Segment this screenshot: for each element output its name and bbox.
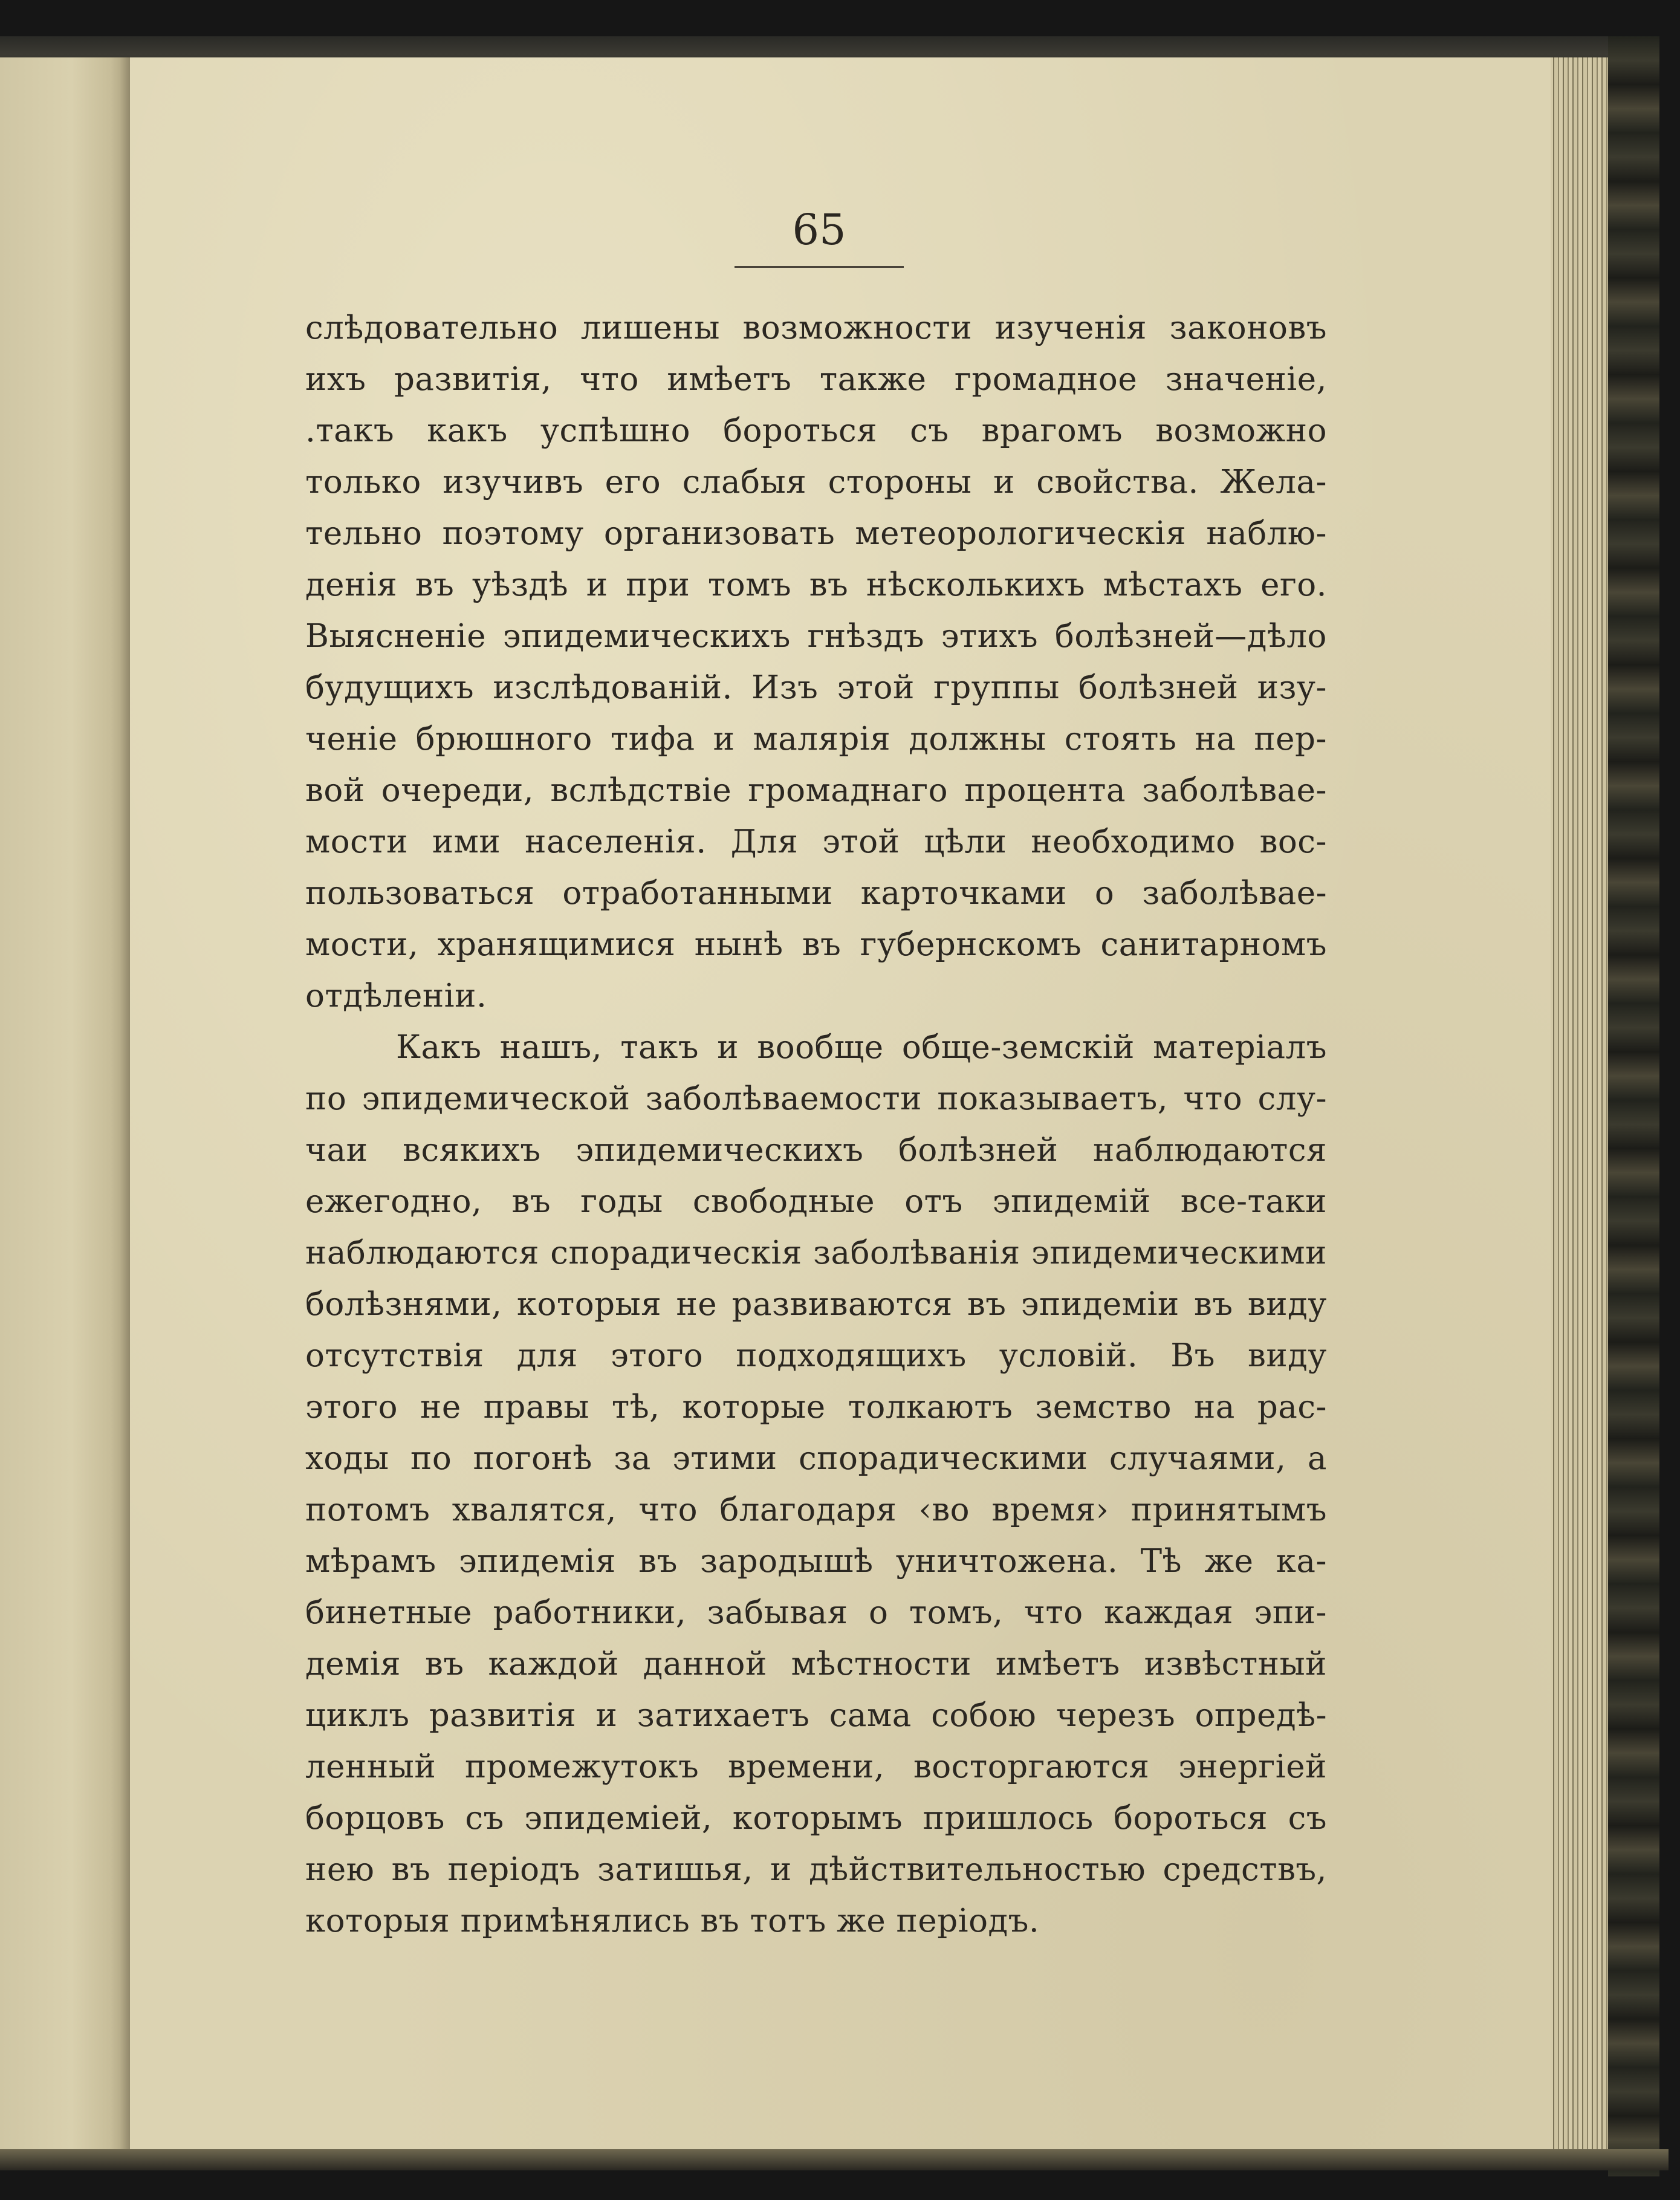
text-line: этого не правы тѣ, которые толкаютъ земство на рас- (305, 1389, 1327, 1426)
text-line: тельно поэтому организовать метеорологическія наблю- (305, 515, 1327, 552)
text-line: мости, хранящимися нынѣ въ губернскомъ санитарномъ (305, 926, 1327, 963)
page-edges-stack (1545, 57, 1617, 2158)
text-line: .такъ какъ успѣшно бороться съ врагомъ возможно (305, 412, 1327, 449)
left-page (0, 57, 134, 2158)
text-line: вой очереди, вслѣдствіе громаднаго процента заболѣвае- (305, 772, 1327, 809)
text-line: слѣдовательно лишены возможности изученія законовъ (305, 310, 1327, 346)
text-line: циклъ развитія и затихаетъ сама собою черезъ опредѣ- (305, 1697, 1327, 1734)
text-line: чаи всякихъ эпидемическихъ болѣзней наблюдаются (305, 1132, 1327, 1169)
text-line: потомъ хвалятся, что благодаря ‹во время› принятымъ (305, 1491, 1327, 1528)
text-line: ленный промежутокъ времени, восторгаются энергіей (305, 1748, 1327, 1785)
text-line: бинетные работники, забывая о томъ, что каждая эпи- (305, 1594, 1327, 1631)
text-line: по эпидемической заболѣваемости показываетъ, что слу- (305, 1080, 1327, 1117)
text-line: только изучивъ его слабыя стороны и свойства. Жела- (305, 464, 1327, 501)
text-line: демія въ каждой данной мѣстности имѣетъ извѣстный (305, 1646, 1327, 1682)
text-line: борцовъ съ эпидеміей, которымъ пришлось бороться съ (305, 1800, 1327, 1837)
page-number: 65 (792, 205, 846, 255)
text-line: болѣзнями, которыя не развиваются въ эпидеміи въ виду (305, 1286, 1327, 1323)
text-line: ченіе брюшного тифа и малярія должны стоять на пер- (305, 721, 1327, 758)
text-line: денія въ уѣздѣ и при томъ въ нѣсколькихъ мѣстахъ его. (305, 566, 1327, 603)
body-text (305, 302, 1327, 1947)
text-line: которыя примѣнялись въ тотъ же періодъ. (305, 1903, 1040, 1939)
text-line: мѣрамъ эпидемія въ зародышѣ уничтожена. Тѣ же ка- (305, 1543, 1327, 1580)
text-line: ежегодно, въ годы свободные отъ эпидемій все-таки (305, 1183, 1327, 1220)
text-line: ихъ развитія, что имѣетъ также громадное значеніе, (305, 361, 1327, 398)
text-line: отсутствія для этого подходящихъ условій. Въ виду (305, 1337, 1327, 1374)
paragraph (305, 302, 1327, 1022)
paragraph (305, 1022, 1327, 1947)
text-line: Какъ нашъ, такъ и вообще обще-земскій матеріалъ (396, 1029, 1327, 1066)
text-line: нею въ періодъ затишья, и дѣйствительностью средствъ, (305, 1851, 1327, 1888)
book-bottom-edge (0, 2149, 1669, 2170)
text-line: ходы по погонѣ за этими спорадическими случаями, а (305, 1440, 1327, 1477)
page-number-rule (735, 266, 904, 268)
text-line: Выясненіе эпидемическихъ гнѣздъ этихъ болѣзней—дѣло (305, 618, 1327, 655)
text-line: будущихъ изслѣдованій. Изъ этой группы болѣзней изу- (305, 669, 1327, 706)
text-line: мости ими населенія. Для этой цѣли необходимо вос- (305, 823, 1327, 860)
text-line: пользоваться отработанными карточками о заболѣвае- (305, 875, 1327, 912)
text-line: отдѣленіи. (305, 978, 487, 1014)
book-cover-right-edge (1608, 36, 1659, 2176)
text-line: наблюдаются спорадическія заболѣванія эпидемическими (305, 1235, 1327, 1271)
